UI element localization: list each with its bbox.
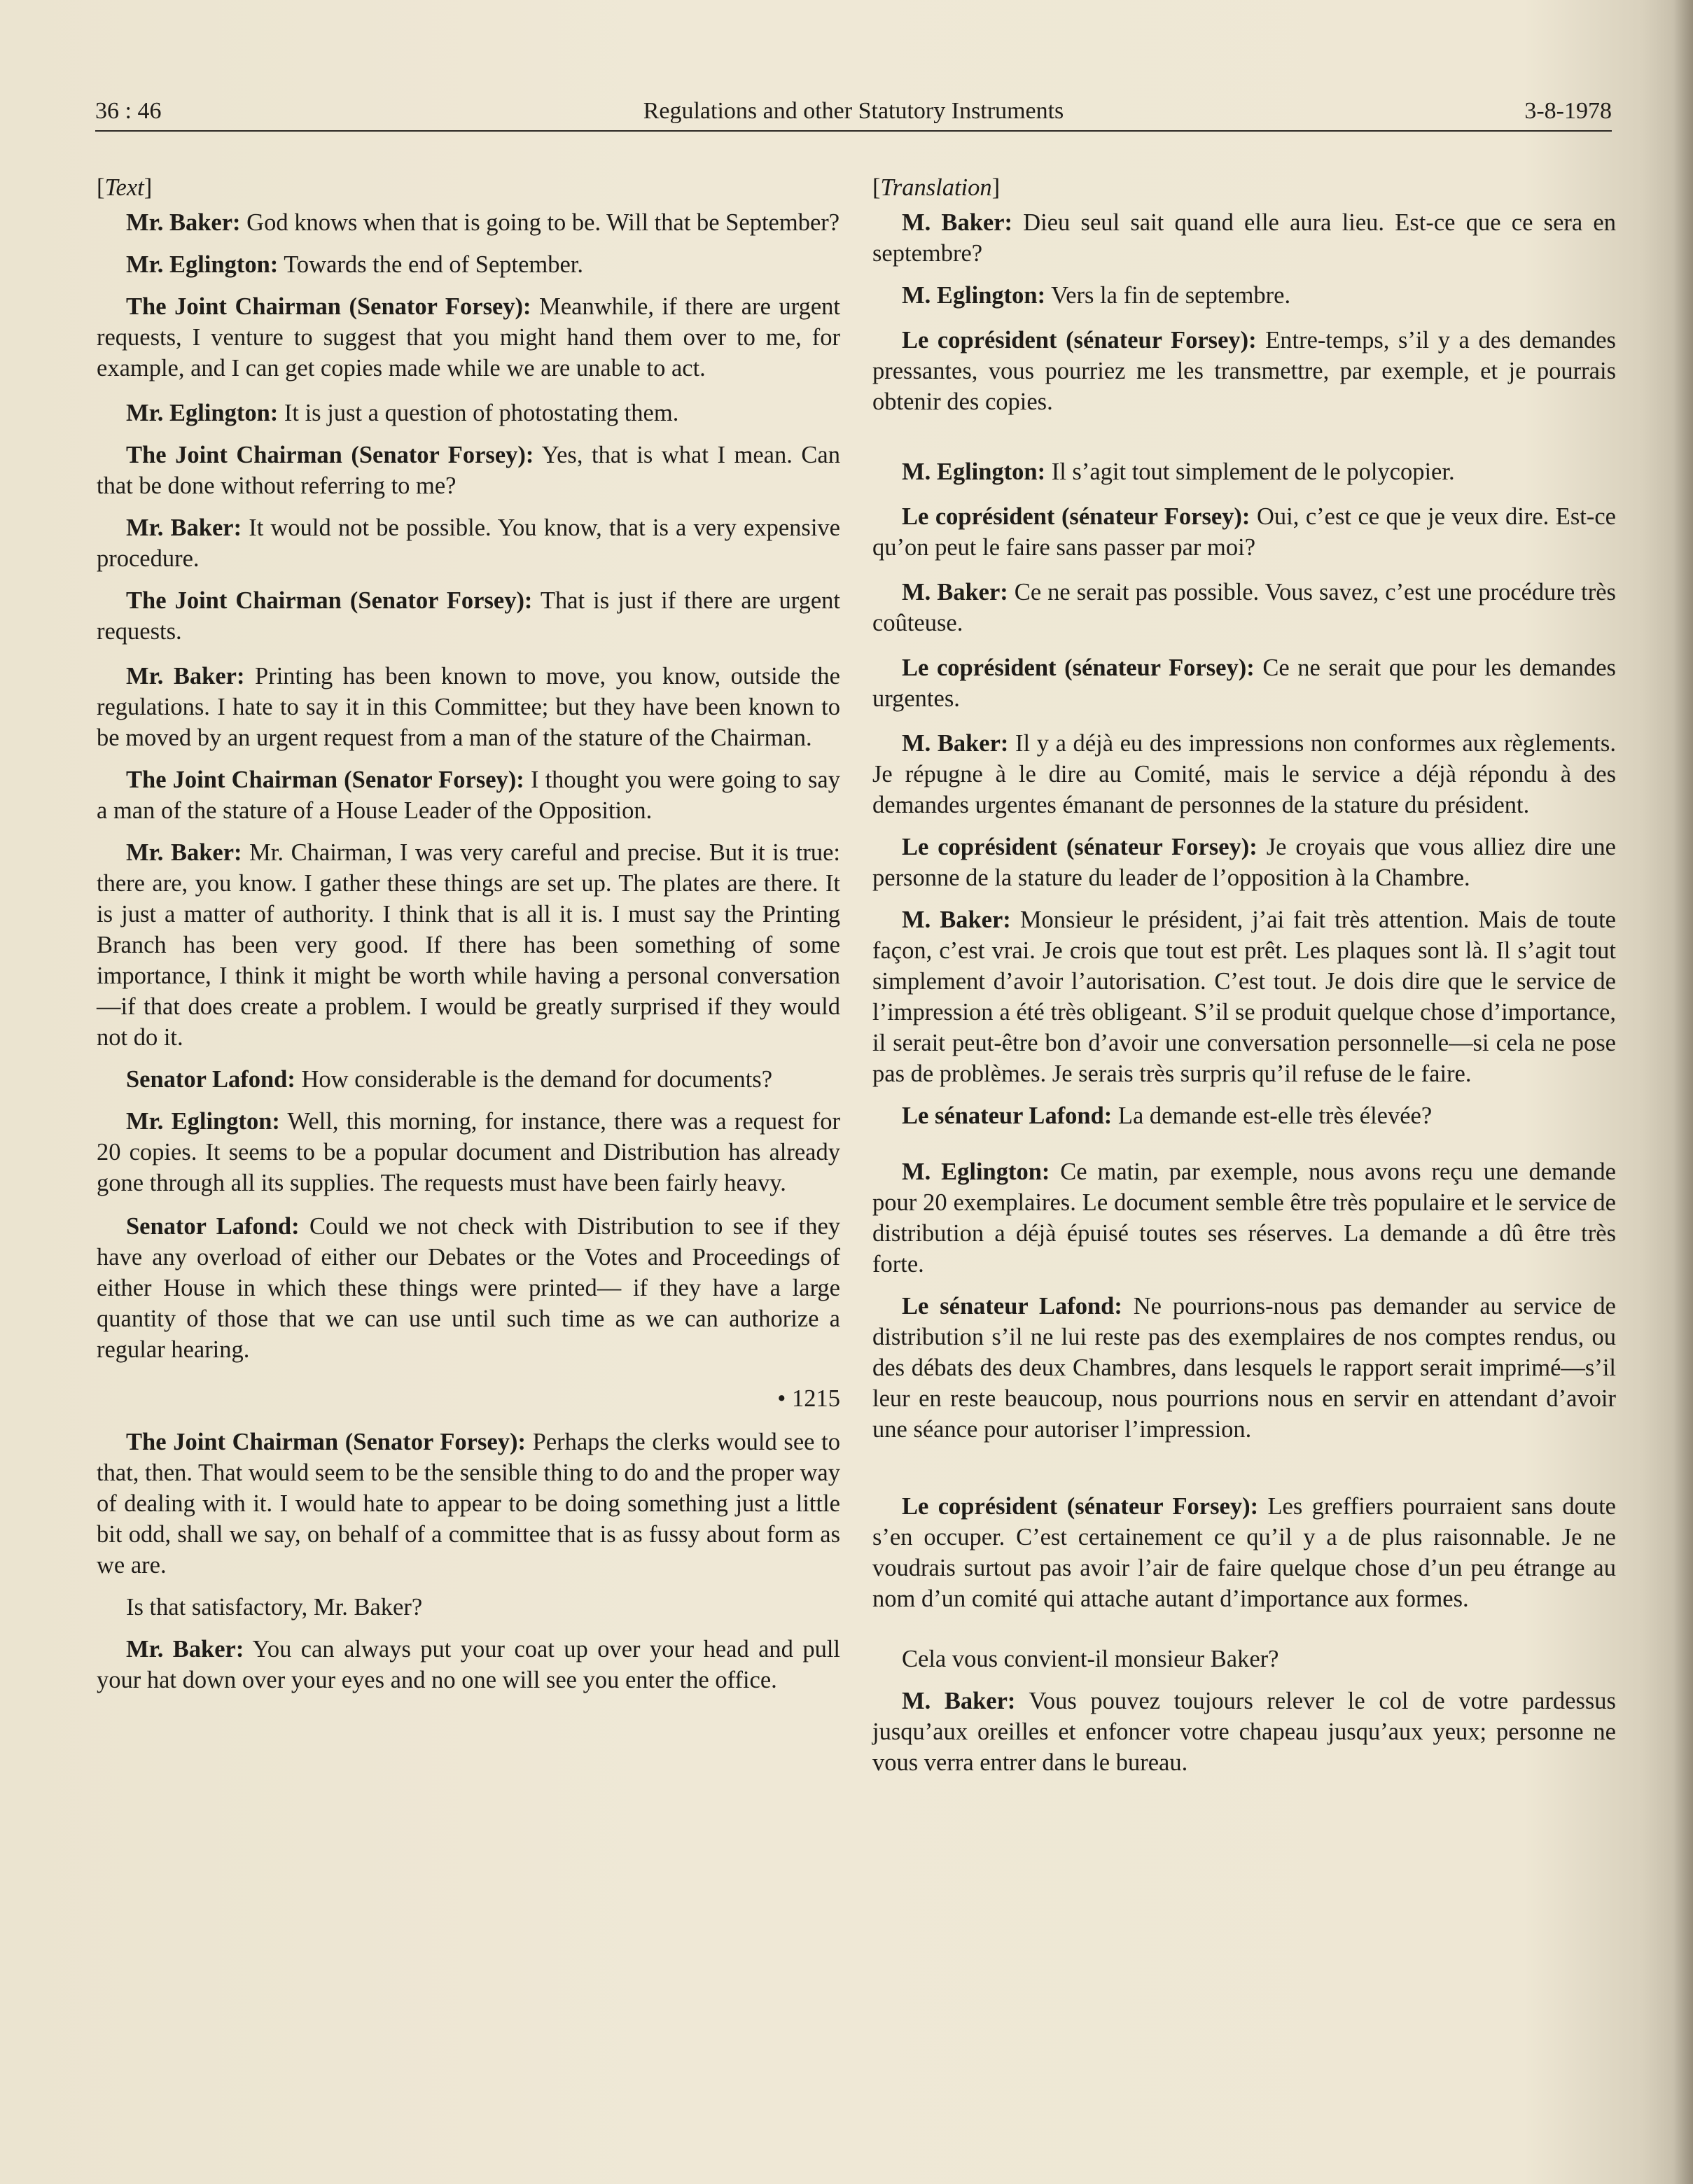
transcript-paragraph	[872, 832, 1616, 893]
speech-text: Mr. Chairman, I was very careful and precise. But it is true: there are, you know. I gather these things are set up. The plates are there. It is just a matter of authority. I think that is all it is. I must say the Printing Branch has been very good. If there has been something of some importance, I think it might be worth while having a personal conversation—if that does create a problem. I would be greatly surprised if they would not do it.	[97, 839, 840, 1051]
page-edge-shadow	[1673, 0, 1693, 2184]
speech-text: God knows when that is going to be. Will that be September?	[240, 209, 840, 236]
speaker-name: The Joint Chairman (Senator Forsey):	[126, 293, 531, 320]
speech-text: Could we not check with Distribution to see if they have any overload of either our Debates or the Votes and Proceedings of either House in which these things were printed— if they have a large quantity of those that we can use until such time as we can authorize a regular hearing.	[97, 1213, 841, 1363]
speaker-name: M. Baker:	[902, 730, 1009, 757]
speaker-name: Mr. Baker:	[126, 514, 242, 541]
speaker-name: M. Baker:	[902, 1688, 1016, 1714]
transcript-paragraph	[872, 1644, 1616, 1674]
transcript-paragraph	[872, 1156, 1616, 1280]
speech-text: Yes, that is what I mean. Can that be done without referring to me?	[97, 442, 840, 499]
transcript-paragraph	[97, 291, 840, 384]
transcript-paragraph	[97, 1634, 840, 1695]
speech-text: La demande est-elle très élevée?	[1112, 1102, 1433, 1129]
speaker-name: The Joint Chairman (Senator Forsey):	[126, 1429, 526, 1455]
speech-text: Towards the end of September.	[278, 251, 584, 278]
speech-text: It would not be possible. You know, that is a very expensive procedure.	[97, 514, 840, 572]
speaker-name: Le sénateur Lafond:	[902, 1293, 1122, 1320]
speaker-name: Mr. Eglington:	[126, 400, 279, 426]
speech-text: Ce matin, par exemple, nous avons reçu une demande pour 20 exemplaires. Le document semble être très populaire et le service de distribution a déjà épuisé toutes ses réserves. La demande a dû être très forte.	[872, 1158, 1616, 1278]
transcript-paragraph	[97, 1427, 840, 1581]
speech-text: Cela vous convient-il monsieur Baker?	[902, 1646, 1279, 1672]
speech-text: Ce ne serait pas possible. Vous savez, c’est une procédure très coûteuse.	[872, 579, 1616, 636]
speaker-name: Le coprésident (sénateur Forsey):	[902, 327, 1257, 354]
speech-text: Oui, c’est ce que je veux dire. Est-ce qu’on peut le faire sans passer par moi?	[872, 503, 1616, 561]
speech-text: Il s’agit tout simplement de le polycopier.	[1045, 458, 1455, 485]
speaker-name: M. Eglington:	[902, 282, 1046, 309]
transcript-paragraph	[97, 249, 840, 280]
speaker-name: Le coprésident (sénateur Forsey):	[902, 654, 1255, 681]
speaker-name: M. Baker:	[902, 906, 1011, 933]
transcript-paragraph	[872, 728, 1616, 820]
speech-text: How considerable is the demand for documents?	[295, 1066, 773, 1093]
speech-text: Il y a déjà eu des impressions non conformes aux règlements. Je répugne à le dire au Comité, mais le service a déjà répondu à des demandes urgentes émanant de personnes de la stature du président.	[872, 730, 1616, 818]
transcript-paragraph	[872, 325, 1616, 417]
speaker-name: Mr. Eglington:	[126, 1108, 280, 1135]
speaker-name: Mr. Baker:	[126, 839, 242, 866]
speaker-name: Mr. Baker:	[126, 1636, 244, 1662]
transcript-paragraph	[872, 652, 1616, 714]
time-marker: • 1215	[777, 1385, 840, 1412]
speaker-name: The Joint Chairman (Senator Forsey):	[126, 442, 534, 468]
section-tag-label: Translation	[880, 174, 992, 201]
speaker-name: Mr. Baker:	[126, 209, 241, 236]
speech-text: Vous pouvez toujours relever le col de votre pardessus jusqu’aux oreilles et enfoncer votre chapeau jusqu’aux yeux; personne ne vous verra entrer dans le bureau.	[872, 1688, 1616, 1776]
transcript-paragraph	[872, 456, 1616, 487]
transcript-paragraph	[872, 1100, 1616, 1131]
speaker-name: Mr. Baker:	[126, 663, 245, 690]
header-rule	[95, 130, 1612, 132]
transcript-paragraph	[872, 501, 1616, 563]
speech-text: Meanwhile, if there are urgent requests, I venture to suggest that you might hand them over to me, for example, and I can get copies made while we are unable to act.	[97, 293, 840, 382]
transcript-paragraph	[97, 398, 840, 428]
sitting-date: 3-8-1978	[1524, 98, 1612, 124]
transcript-paragraph	[872, 280, 1616, 311]
speech-text: Perhaps the clerks would see to that, then. That would seem to be the sensible thing to do and the proper way of dealing with it. I would hate to appear to be doing something just a little bit odd, shall we say, on behalf of a committee that is as fussy about form as we are.	[97, 1429, 840, 1578]
speaker-name: Le coprésident (sénateur Forsey):	[902, 1493, 1259, 1520]
speaker-name: M. Baker:	[902, 209, 1012, 236]
speaker-name: Senator Lafond:	[126, 1066, 295, 1093]
speech-text: Printing has been known to move, you know, outside the regulations. I hate to say it in this Committee; but they have been known to be moved by an urgent request from a man of the stature of the Chairman.	[97, 663, 840, 751]
speech-text: I thought you were going to say a man of the stature of a House Leader of the Opposition.	[97, 766, 840, 824]
transcript-paragraph	[872, 1291, 1616, 1445]
section-tag-translation: [Translation]	[872, 174, 1001, 201]
speech-text: Dieu seul sait quand elle aura lieu. Est-ce que ce sera en septembre?	[872, 209, 1616, 267]
transcript-paragraph	[97, 661, 840, 753]
speech-text: Vers la fin de septembre.	[1045, 282, 1291, 309]
speech-text: Monsieur le président, j’ai fait très attention. Mais de toute façon, c’est vrai. Je crois que tout est prêt. Les plaques sont là. Il s’agit tout simplement d’avoir l’autorisation. C’est tout. Je dois dire que le service de l’impression a été très obligeant. S’il se produit quelque chose d’importance, il serait peut-être bon d’avoir une conversation personnelle—si cela ne pose pas de problèmes. Je serais très surpris qu’il refuse de le faire.	[872, 906, 1616, 1087]
speaker-name: M. Baker:	[902, 579, 1008, 606]
transcript-paragraph	[872, 904, 1616, 1089]
section-tag-label: Text	[104, 174, 144, 201]
speaker-name: Le coprésident (sénateur Forsey):	[902, 834, 1257, 860]
speaker-name: The Joint Chairman (Senator Forsey):	[126, 587, 533, 614]
speech-text: Is that satisfactory, Mr. Baker?	[126, 1594, 423, 1620]
page-number: 36 : 46	[95, 98, 162, 124]
transcript-paragraph	[872, 577, 1616, 638]
transcript-paragraph	[97, 1592, 840, 1623]
speaker-name: Le coprésident (sénateur Forsey):	[902, 503, 1250, 530]
transcript-paragraph	[97, 1064, 840, 1095]
transcript-paragraph	[97, 837, 840, 1053]
transcript-paragraph	[97, 440, 840, 501]
transcript-paragraph	[872, 1686, 1616, 1778]
transcript-paragraph	[97, 764, 840, 826]
transcript-paragraph	[97, 207, 840, 238]
french-column	[872, 172, 1616, 1778]
speech-text: You can always put your coat up over your head and pull your hat down over your eyes and no one will see you enter the office.	[97, 1636, 840, 1693]
speech-text: Les greffiers pourraient sans doute s’en occuper. C’est certainement ce qu’il y a de plus raisonnable. Je ne voudrais surtout pas avoir l’air de faire quelque chose d’un peu étrange au nom d’un comité qui attache autant d’importance aux formes.	[872, 1493, 1616, 1612]
speaker-name: The Joint Chairman (Senator Forsey):	[126, 766, 524, 793]
transcript-paragraph	[97, 1106, 840, 1198]
speech-text: Ce ne serait que pour les demandes urgentes.	[872, 654, 1616, 712]
transcript-paragraph	[97, 512, 840, 574]
speech-text: Ne pourrions-nous pas demander au service de distribution s’il ne lui reste pas des exemplaires de nos comptes rendus, ou des débats des deux Chambres, dans lesquels le rapport serait imprimé—s’il leur en reste beaucoup, nous pourrions nous en servir en attendant d’avoir une séance pour autoriser l’impression.	[872, 1293, 1616, 1443]
speech-text: Well, this morning, for instance, there was a request for 20 copies. It seems to be a popular document and Distribution has already gone through all its supplies. The requests must have been fairly heavy.	[97, 1108, 840, 1196]
section-tag-text: [Text]	[97, 174, 153, 201]
transcript-paragraph	[97, 585, 840, 647]
transcript-paragraph	[872, 1491, 1616, 1614]
speaker-name: Le sénateur Lafond:	[902, 1102, 1113, 1129]
speech-text: It is just a question of photostating them.	[278, 400, 679, 426]
speech-text: Je croyais que vous alliez dire une personne de la stature du leader de l’opposition à la Chambre.	[872, 834, 1616, 891]
running-header	[95, 98, 1612, 126]
speech-text: Entre-temps, s’il y a des demandes pressantes, vous pourriez me les transmettre, par exemple, et je pourrais obtenir des copies.	[872, 327, 1616, 415]
english-column	[97, 172, 840, 1695]
speaker-name: Mr. Eglington:	[126, 251, 279, 278]
transcript-paragraph	[872, 207, 1616, 269]
transcript-paragraph	[97, 1211, 840, 1365]
speaker-name: M. Eglington:	[902, 458, 1046, 485]
speaker-name: M. Eglington:	[902, 1158, 1050, 1185]
publication-title: Regulations and other Statutory Instruments	[643, 98, 1064, 124]
speech-text: That is just if there are urgent requests.	[97, 587, 841, 645]
speaker-name: Senator Lafond:	[126, 1213, 300, 1240]
